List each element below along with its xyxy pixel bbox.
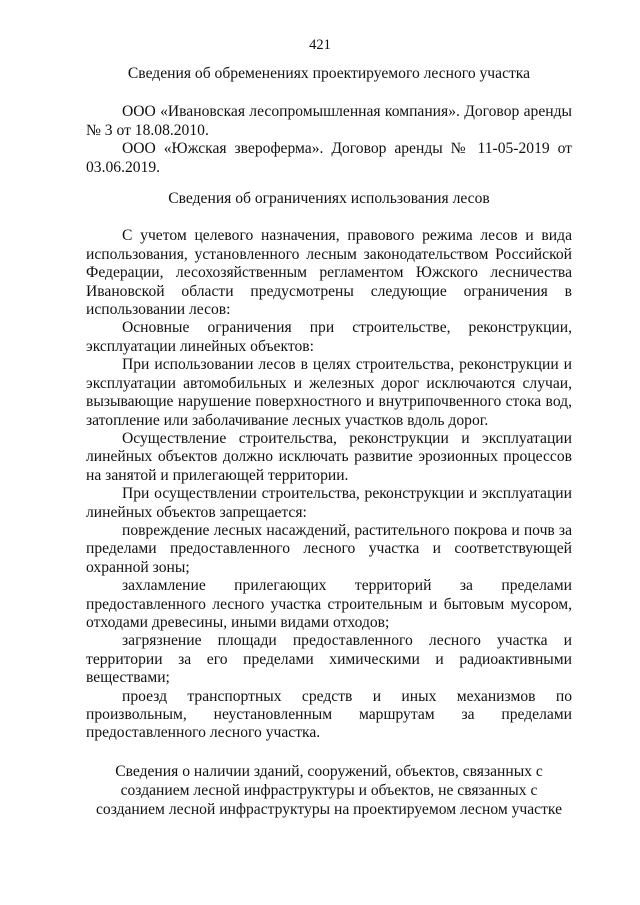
restrictions-paragraph: С учетом целевого назначения, правового режима лесов и вида использования, установленного лесным законодательством Российской Федерации, лесохозяйственным регламентом Южского лесничества Ивановской области предусмотрены следующие ограничения в использовании лесов: — [86, 227, 572, 319]
restrictions-paragraph: Основные ограничения при строительстве, реконструкции, эксплуатации линейных объектов: — [86, 319, 572, 355]
restrictions-list-item: захламление прилегающих территорий за пределами предоставленного лесного участка строительным и бытовым мусором, отходами древесины, иными видами отходов; — [86, 577, 572, 631]
spacer — [86, 743, 572, 762]
buildings-heading: Сведения о наличии зданий, сооружений, объектов, связанных с созданием лесной инфраструктуры и объектов, не связанных с созданием лесной инфраструктуры на проектируемом лесном участке — [95, 762, 562, 818]
restrictions-paragraph: При использовании лесов в целях строительства, реконструкции и эксплуатации автомобильных и железных дорог исключаются случаи, вызывающие нарушение поверхностного и внутрипочвенного стока вод, затопление или заболачивание лесных участков вдоль дорог. — [86, 356, 572, 429]
restrictions-paragraph: При осуществлении строительства, реконструкции и эксплуатации линейных объектов запрещается: — [86, 485, 572, 521]
encumbrance-item: ООО «Южская зверoферма». Договор аренды № 11-05-2019 от 03.06.2019. — [86, 140, 572, 176]
restrictions-list-item: проезд транспортных средств и иных механизмов по произвольным, неустановленным маршрутам за пределами предоставленного лесного участка. — [86, 687, 572, 742]
encumbrance-item: ООО «Ивановская лесопромышленная компания». Договор аренды № 3 от 18.08.2010. — [86, 103, 572, 139]
page-number: 421 — [309, 37, 331, 53]
spacer — [86, 177, 572, 190]
document-body — [86, 65, 572, 819]
encumbrances-heading: Сведения об обременениях проектируемого лесного участка — [127, 65, 531, 82]
restrictions-paragraph: Осуществление строительства, реконструкции и эксплуатации линейных объектов должно исключать развитие эрозионных процессов на занятой и прилегающей территории. — [86, 429, 572, 484]
restrictions-list-item: загрязнение площади предоставленного лесного участка и территории за его пределами химическими и радиоактивными веществами; — [86, 632, 572, 687]
restrictions-list-item: повреждение лесных насаждений, растительного покрова и почв за пределами предоставленного лесного участка и соответствующей охранной зоны; — [86, 521, 572, 576]
restrictions-heading: Сведения об ограничениях использования лесов — [168, 190, 490, 208]
